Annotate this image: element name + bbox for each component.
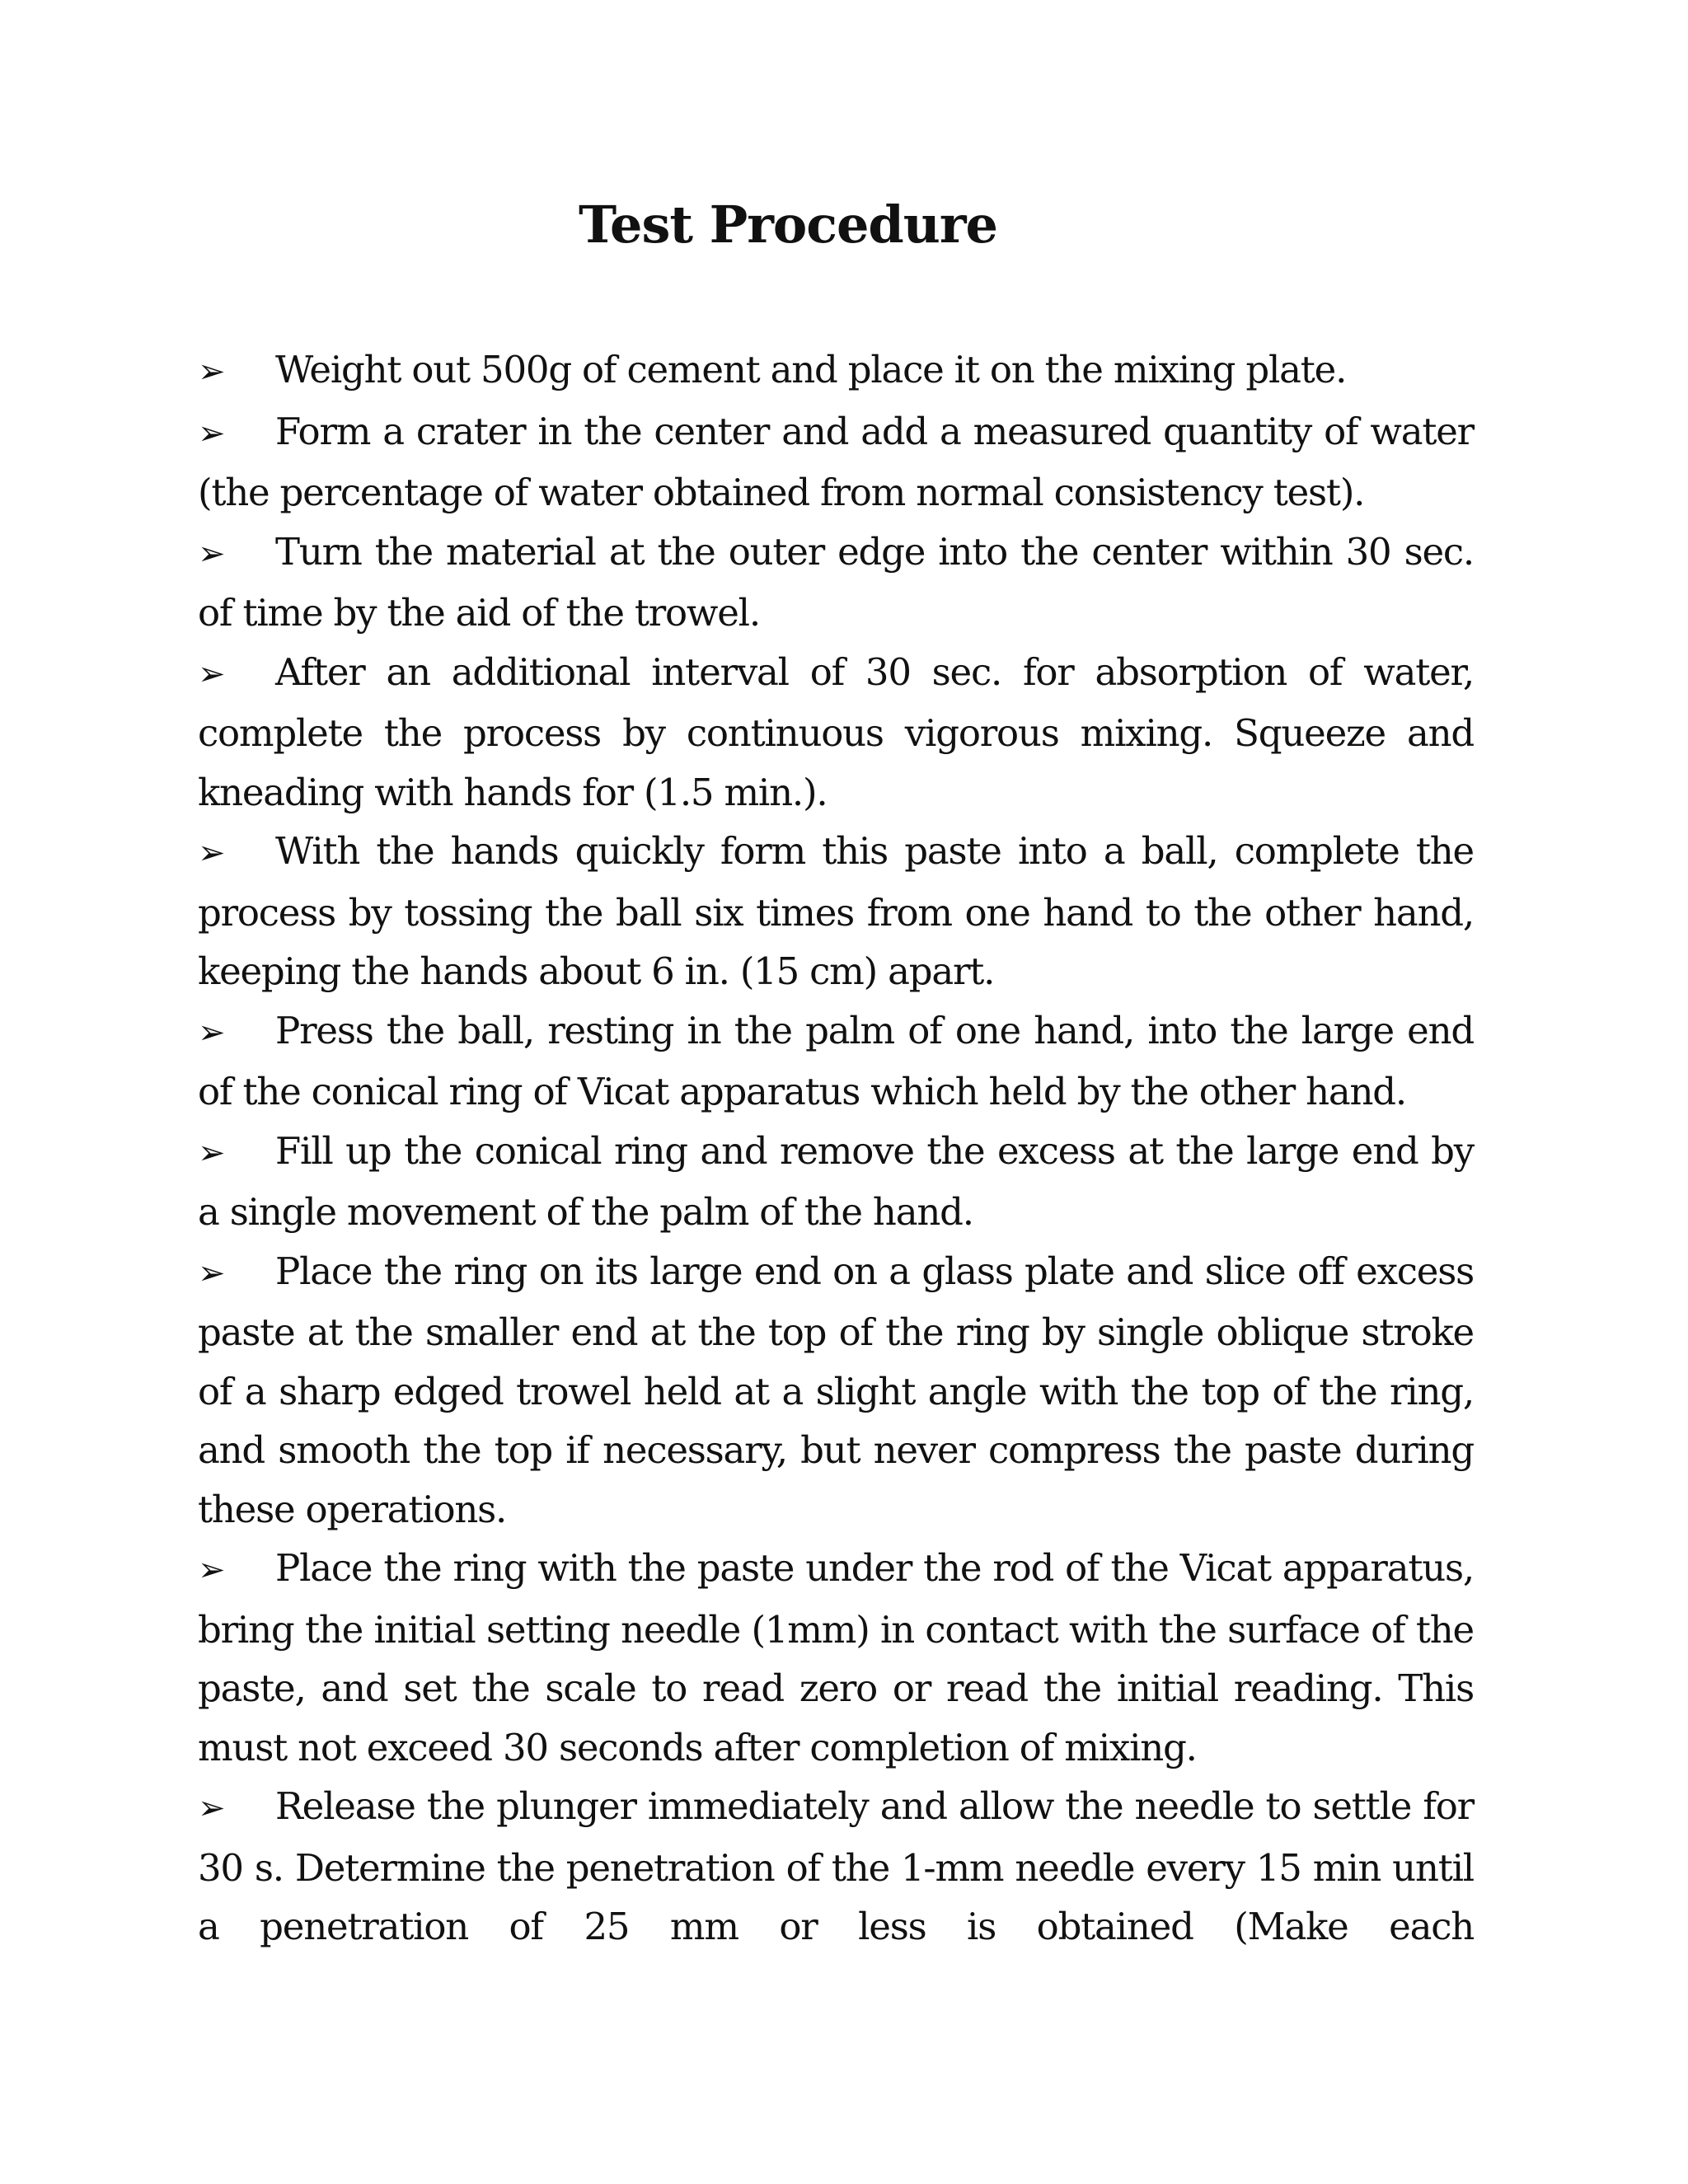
procedure-step <box>198 523 1474 643</box>
arrow-bullet-icon: ➢ <box>198 1254 226 1292</box>
procedure-step <box>198 1539 1474 1777</box>
page-title: Test Procedure <box>579 194 997 255</box>
step-text: Turn the material at the outer edge into the center within 30 sec. of time by the aid of the trowel. <box>198 529 1474 635</box>
arrow-bullet-icon: ➢ <box>198 1551 226 1589</box>
step-text: Place the ring on its large end on a glass plate and slice off excess paste at the smaller end at the top of the ring by single oblique stroke of a sharp edged trowel held at a slight angle with the top of the ring, and smooth the top if necessary, but never compress the paste during these operations. <box>198 1249 1474 1531</box>
step-text: Weight out 500g of cement and place it on the mixing plate. <box>275 348 1347 391</box>
procedure-step <box>198 1242 1474 1540</box>
step-text: Place the ring with the paste under the rod of the Vicat apparatus, bring the initial setting needle (1mm) in contact with the surface of the paste, and set the scale to read zero or read the initial reading. This must not exceed 30 seconds after completion of mixing. <box>198 1546 1474 1769</box>
step-text: Fill up the conical ring and remove the excess at the large end by a single movement of the palm of the hand. <box>198 1128 1474 1234</box>
procedure-step <box>198 1777 1474 1957</box>
arrow-bullet-icon: ➢ <box>198 1789 226 1827</box>
arrow-bullet-icon: ➢ <box>198 654 226 693</box>
arrow-bullet-icon: ➢ <box>198 353 226 391</box>
step-text: After an additional interval of 30 sec. for absorption of water, complete the process by continuous vigorous mixing. Squeeze and kneading with hands for (1.5 min.). <box>198 649 1474 814</box>
step-text: Release the plunger immediately and allow the needle to settle for 30 s. Determine the penetration of the 1-mm needle every 15 min until a penetration of 25 mm or less is obtained (Make each <box>198 1784 1474 1948</box>
procedure-step <box>198 1001 1474 1122</box>
procedure-list <box>198 340 1474 1957</box>
arrow-bullet-icon: ➢ <box>198 1013 226 1052</box>
step-text: Form a crater in the center and add a measured quantity of water (the percentage of water obtained from normal consistency test). <box>198 409 1474 514</box>
arrow-bullet-icon: ➢ <box>198 834 226 872</box>
procedure-step <box>198 822 1474 1001</box>
procedure-step <box>198 1122 1474 1242</box>
step-text: With the hands quickly form this paste into a ball, complete the process by tossing the ball six times from one hand to the other hand, keeping the hands about 6 in. (15 cm) apart. <box>198 829 1474 993</box>
step-text: Press the ball, resting in the palm of one hand, into the large end of the conical ring of Vicat apparatus which held by the other hand. <box>198 1008 1474 1113</box>
procedure-step <box>198 643 1474 823</box>
procedure-step <box>198 402 1474 523</box>
arrow-bullet-icon: ➢ <box>198 414 226 452</box>
arrow-bullet-icon: ➢ <box>198 534 226 573</box>
procedure-step <box>198 340 1474 402</box>
arrow-bullet-icon: ➢ <box>198 1133 226 1172</box>
